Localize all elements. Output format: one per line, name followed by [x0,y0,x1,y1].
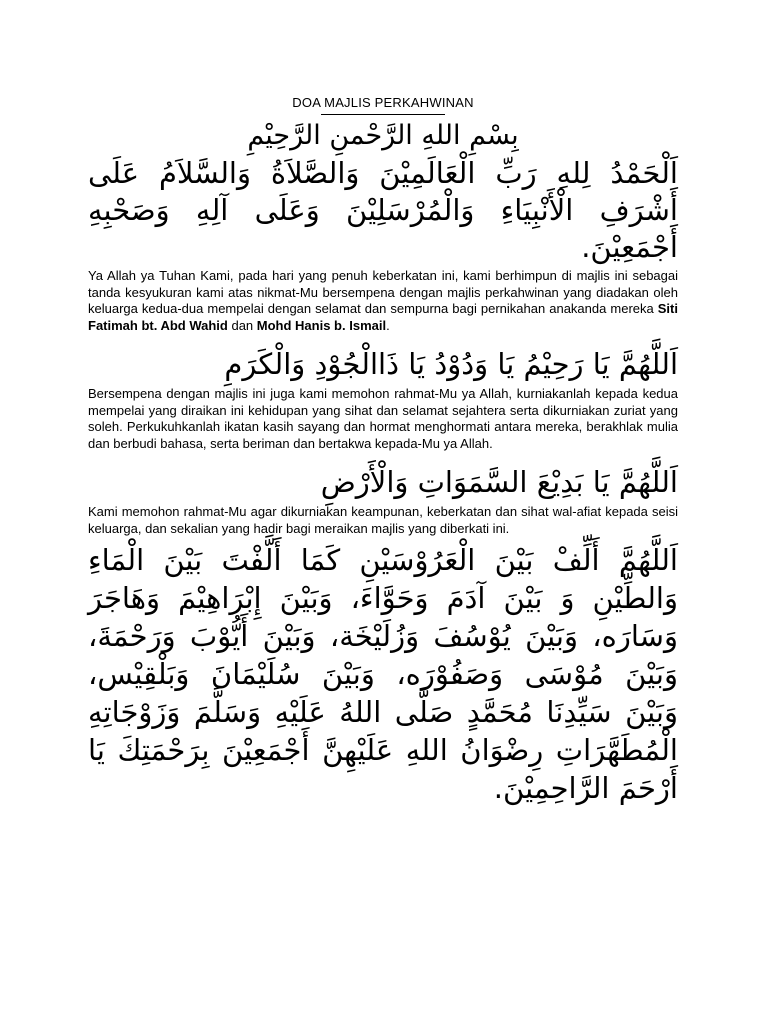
paragraph-intro-text: Ya Allah ya Tuhan Kami, pada hari yang penuh keberkatan ini, kami berhimpun di majlis ini sebagai tanda kesyukuran kami atas nikmat-Mu bersempena dengan majlis perkahwinan yang diadakan oleh keluarga kedua-dua mempelai dengan selamat dan sempurna bagi pernikahan anakanda mereka [88,268,678,316]
document-page [88,88,678,807]
paragraph-intro [88,268,678,334]
paragraph-intro-end: . [386,317,390,333]
paragraph-intro-connector: dan [227,317,257,333]
closing-arabic-prayer: اَللَّهُمَّ أَلِّفْ بَيْنَ الْعَرُوْسَيْنِ كَمَا أَلَّفْتَ بَيْنَ الْمَاءِ وَالطِّيْنِ وَ بَيْنَ آدَمَ وَحَوَّاءَ، وَبَيْنَ إِبْرَاهِيْمَ وَهَاجَرَ وَسَارَه، وَبَيْنَ يُوْسُفَ وَزُلَيْخَة، وَبَيْنَ أَيُّوْبَ وَرَحْمَةَ، وَبَيْنَ مُوْسَى وَصَفُوْرَه، وَبَيْنَ سُلَيْمَانَ وَبَلْقِيْس، وَبَيْنَ سَيِّدِنَا مُحَمَّدٍ صَلَّى اللهُ عَلَيْهِ وَسَلَّمَ وَزَوْجَاتِهِ الْمُطَهَّرَاتِ رِضْوَانُ اللهِ عَلَيْهِنَّ أَجْمَعِيْنَ بِرَحْمَتِكَ يَا أَرْحَمَ الرَّاحِمِيْنَ. [88,543,678,805]
opening-arabic-prayer: اَلْحَمْدُ لِلهِ رَبِّ الْعَالَمِيْنَ وَالصَّلاَةُ وَالسَّلاَمُ عَلَى أَشْرَفِ الْأَنْبِيَاءِ وَالْمُرْسَلِيْنَ وَعَلَى آلِهِ وَصَحْبِهِ أَجْمَعِيْنَ. [88,156,678,264]
arabic-invocation-3: اَللَّهُمَّ يَا بَدِيْعَ السَّمَوَاتِ وَالْأَرْضِ [320,465,678,499]
bride-name: Siti Fatimah bt. Abd Wahid [88,301,678,333]
groom-name: Mohd Hanis b. Ismail [256,317,387,333]
bismillah-line: بِسْمِ اللهِ الرَّحْمنِ الرَّحِيْمِ [247,120,519,151]
paragraph-blessing: Bersempena dengan majlis ini juga kami memohon rahmat-Mu ya Allah, kurniakanlah kepada kedua mempelai yang diraikan ini kehidupan yang sihat dan selamat sejahtera serta dikurniakan zuriat yang soleh. Perkukuhkanlah ikatan kasih sayang dan hormat menghormati antara mereka, berakhlak mulia dan berbudi bahasa, serta beriman dan bertakwa kepada-Mu ya Allah. [88,386,678,451]
paragraph-forgiveness: Kami memohon rahmat-Mu agar dikurniakan keampunan, keberkatan dan sihat wal-afiat kepada seisi keluarga, dan sekalian yang hadir bagi meraikan majlis yang diberkati ini. [88,504,678,536]
title-underline [321,114,445,115]
document-title: DOA MAJLIS PERKAHWINAN [292,95,474,110]
arabic-invocation-2: اَللَّهُمَّ يَا رَحِيْمُ يَا وَدُوْدُ يَا ذَاالْجُوْدِ وَالْكَرَمِ [224,347,678,381]
